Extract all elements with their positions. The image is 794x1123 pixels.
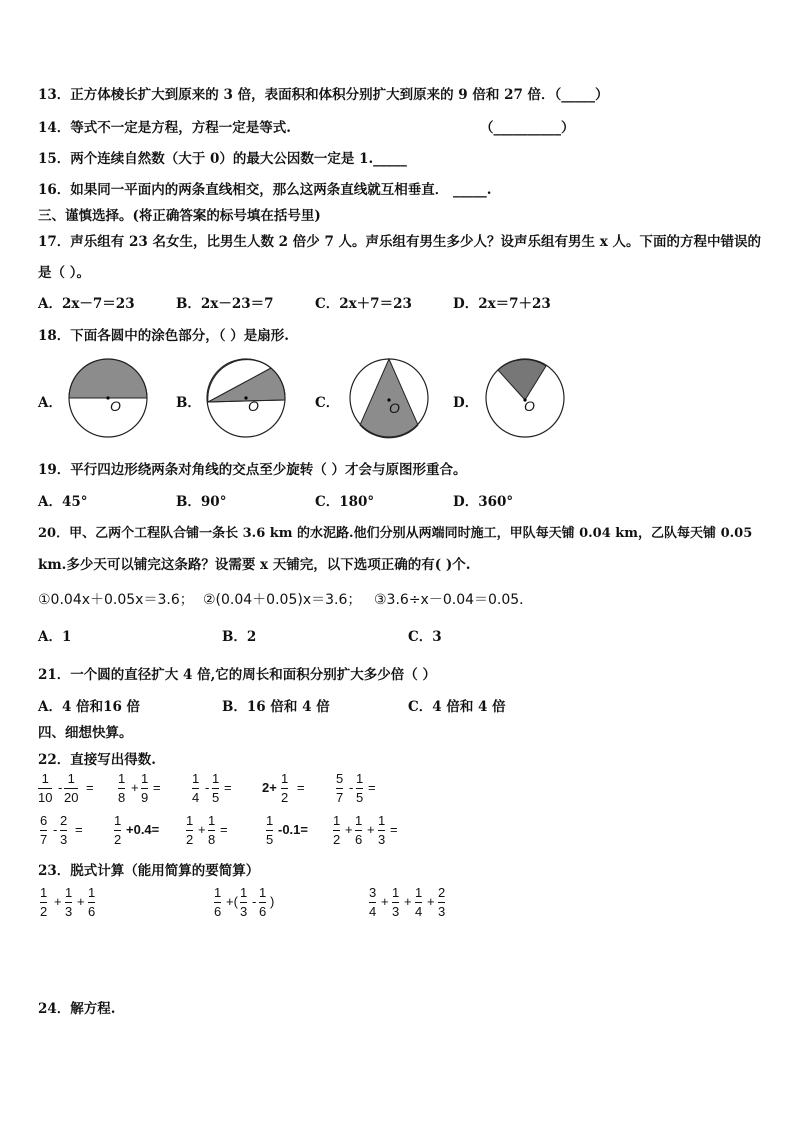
q19-option-d: D．360° (453, 494, 514, 510)
circle-b-label: O (248, 398, 259, 414)
fraction: 1 3 (65, 885, 73, 919)
question-15: 15．两个连续自然数（大于 0）的最大公因数一定是 1._____ (38, 151, 407, 167)
operator: - (252, 894, 257, 909)
operator: + (345, 822, 353, 837)
fraction: 1 4 (192, 771, 200, 805)
fraction: 1 5 (356, 771, 364, 805)
fraction: 1 2 (40, 885, 48, 919)
question-14-blank: （__________） (480, 120, 575, 136)
circle-d-label: O (524, 398, 535, 414)
q17-option-c: C．2x＋7＝23 (315, 296, 412, 312)
q19-option-c: C．180° (315, 494, 375, 510)
q19-option-b: B．90° (176, 494, 227, 510)
q19-option-a: A．45° (38, 494, 88, 510)
question-20-line2: km.多少天可以铺完这条路？设需要 x 天铺完，以下选项正确的有( )个. (38, 557, 471, 573)
fraction: 1 9 (141, 771, 149, 805)
operator: + (404, 894, 412, 909)
question-19: 19．平行四边形绕两条对角线的交点至少旋转（ ）才会与原图形重合。 (38, 462, 467, 478)
operator: = (390, 822, 398, 837)
question-22: 22．直接写出得数. (38, 752, 156, 768)
fraction: 5 7 (336, 771, 344, 805)
q20-option-b: B．2 (222, 629, 257, 645)
question-13: 13．正方体棱长扩大到原来的 3 倍，表面积和体积分别扩大到原来的 9 倍和 27 倍．（_____） (38, 87, 609, 103)
fraction: 2 3 (438, 885, 446, 919)
q18-option-a: A． (38, 395, 62, 411)
operator: +( (226, 894, 238, 909)
operator: - (58, 780, 63, 795)
circle-c-label: O (389, 400, 400, 416)
fraction: 3 4 (369, 885, 377, 919)
circle-b-figure (204, 358, 288, 442)
fraction: 1 4 (415, 885, 423, 919)
question-23: 23．脱式计算（能用简算的要简算） (38, 863, 260, 879)
fraction: 1 2 (333, 813, 341, 847)
operator: - (205, 780, 210, 795)
q20-equation-1: ①0.04x＋0.05x＝3.6； (38, 592, 194, 608)
question-24: 24．解方程. (38, 1001, 116, 1017)
q17-option-b: B．2x－23＝7 (176, 296, 274, 312)
question-21: 21．一个圆的直径扩大 4 倍,它的周长和面积分别扩大多少倍（ ） (38, 667, 436, 683)
fraction: 6 7 (40, 813, 48, 847)
fraction: 1 5 (212, 771, 220, 805)
operator: + (367, 822, 375, 837)
operator: + (381, 894, 389, 909)
fraction: 1 6 (259, 885, 267, 919)
operator: - (53, 822, 58, 837)
circle-a-figure (66, 358, 150, 442)
operator: + (54, 894, 62, 909)
q17-option-d: D．2x＝7＋23 (453, 296, 551, 312)
q18-option-d: D． (453, 395, 479, 411)
circle-a-label: O (110, 398, 121, 414)
operator: + (427, 894, 435, 909)
operator: - (349, 780, 354, 795)
fraction: 1 8 (118, 771, 126, 805)
operator: + (198, 822, 206, 837)
q21-option-c: C．4 倍和 4 倍 (408, 699, 506, 715)
q20-option-a: A．1 (38, 629, 72, 645)
fraction: 1 20 (64, 771, 79, 805)
operator: + (131, 780, 139, 795)
operator: 2+ (262, 780, 277, 795)
operator: = (153, 780, 161, 795)
section-4-heading: 四、细想快算。 (38, 725, 133, 741)
operator: + (77, 894, 85, 909)
operator: = (224, 780, 232, 795)
question-18: 18．下面各圆中的涂色部分，（ ）是扇形. (38, 328, 289, 344)
fraction: 1 5 (266, 813, 274, 847)
operator: = (75, 822, 83, 837)
fraction: 1 6 (88, 885, 96, 919)
q18-option-b: B． (176, 395, 201, 411)
fraction: 1 2 (281, 771, 289, 805)
q21-option-b: B．16 倍和 4 倍 (222, 699, 330, 715)
fraction: 1 6 (355, 813, 363, 847)
question-20-line1: 20．甲、乙两个工程队合铺一条长 3.6 km 的水泥路.他们分别从两端同时施工，甲队每天铺 0.04 km，乙队每天铺 0.05 (38, 526, 753, 541)
section-3-heading: 三、谨慎选择。(将正确答案的标号填在括号里) (38, 208, 321, 224)
q17-option-a: A．2x－7＝23 (38, 296, 135, 312)
fraction: 1 2 (186, 813, 194, 847)
operator: ) (270, 894, 275, 909)
question-16: 16．如果同一平面内的两条直线相交，那么这两条直线就互相垂直． _____. (38, 182, 492, 198)
operator: = (86, 780, 94, 795)
q18-option-c: C． (315, 395, 340, 411)
fraction: 1 3 (378, 813, 386, 847)
operator: -0.1= (278, 822, 308, 837)
question-17-line1: 17．声乐组有 23 名女生，比男生人数 2 倍少 7 人。声乐组有男生多少人？设声乐组有男生 x 人。下面的方程中错误的 (38, 234, 762, 250)
fraction: 1 8 (208, 813, 216, 847)
q20-equation-3: ③3.6÷x－0.04＝0.05． (374, 592, 534, 608)
operator: = (297, 780, 305, 795)
fraction: 1 6 (214, 885, 222, 919)
operator: +0.4= (126, 822, 160, 837)
fraction: 1 2 (114, 813, 122, 847)
operator: = (220, 822, 228, 837)
fraction: 1 3 (392, 885, 400, 919)
question-17-line2: 是（ ）。 (38, 265, 90, 281)
fraction: 1 10 (38, 771, 53, 805)
operator: = (368, 780, 376, 795)
fraction: 1 3 (240, 885, 248, 919)
question-14: 14．等式不一定是方程，方程一定是等式. (38, 120, 291, 136)
q20-equation-2: ②(0.04＋0.05)x＝3.6； (203, 592, 362, 608)
q21-option-a: A．4 倍和16 倍 (38, 699, 141, 715)
fraction: 2 3 (60, 813, 68, 847)
q20-option-c: C．3 (408, 629, 442, 645)
